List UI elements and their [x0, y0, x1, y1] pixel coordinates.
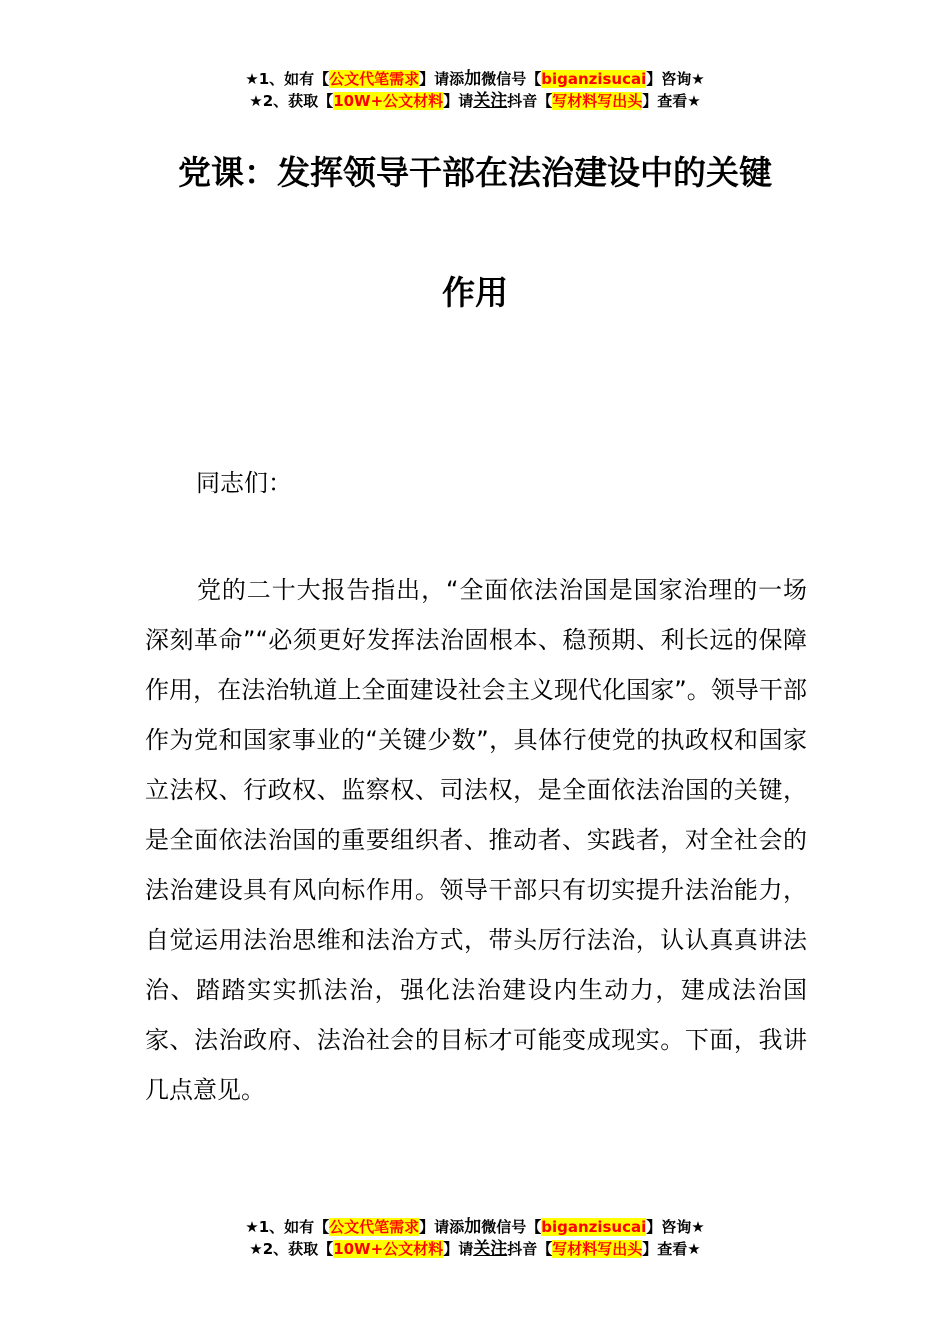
banner-line-2 — [0, 1238, 950, 1260]
banner-text: 微信号【 — [481, 1218, 542, 1236]
banner-highlight: 写材料写出头 — [552, 1240, 643, 1258]
banner-text: 加 — [464, 69, 482, 89]
banner-highlight: biganzisucai — [541, 70, 647, 88]
banner-text: 抖音【 — [507, 1240, 553, 1258]
banner-line-1 — [0, 1216, 950, 1238]
document-title-continued: 作用 — [442, 273, 508, 312]
banner-text: 】请添 — [419, 70, 465, 88]
header-banner — [0, 68, 950, 112]
banner-text: 】咨询★ — [646, 70, 705, 88]
banner-text: 】咨询★ — [646, 1218, 705, 1236]
greeting: 同志们： — [196, 469, 292, 497]
banner-text: 】查看★ — [642, 1240, 701, 1258]
banner-text: 关注 — [473, 91, 508, 111]
banner-highlight: 10W+公文材料 — [333, 92, 444, 110]
banner-text: ★1、如有【 — [245, 70, 330, 88]
banner-text: 】请 — [443, 1240, 474, 1258]
banner-text: ★1、如有【 — [245, 1218, 330, 1236]
banner-text: 】请 — [443, 92, 474, 110]
banner-text: 】查看★ — [642, 92, 701, 110]
banner-highlight: biganzisucai — [541, 1218, 647, 1236]
banner-line-2 — [0, 90, 950, 112]
banner-text: ★2、获取【 — [249, 1240, 334, 1258]
banner-highlight: 10W+公文材料 — [333, 1240, 444, 1258]
banner-highlight: 公文代笔需求 — [329, 70, 420, 88]
banner-text: 】请添 — [419, 1218, 465, 1236]
banner-highlight: 公文代笔需求 — [329, 1218, 420, 1236]
banner-text: 抖音【 — [507, 92, 553, 110]
body-paragraph: 党的二十大报告指出，“全面依法治国是国家治理的一场深刻革命”“必须更好发挥法治固根本、稳预期、利长远的保障作用，在法治轨道上全面建设社会主义现代化国家”。领导干部作为党和国家事业的“关键少数”，具体行使党的执政权和国家立法权、行政权、监察权、司法权，是全面依法治国的关键，是全面依法治国的重要组织者、推动者、实践者，对全社会的法治建设具有风向标作用。领导干部只有切实提升法治能力，自觉运用法治思维和法治方式，带头厉行法治，认认真真讲法治、踏踏实实抓法治，强化法治建设内生动力，建成法治国家、法治政府、法治社会的目标才可能变成现实。下面，我讲几点意见。 — [145, 576, 807, 1104]
footer-banner — [0, 1216, 950, 1260]
banner-line-1 — [0, 68, 950, 90]
banner-highlight: 写材料写出头 — [552, 92, 643, 110]
banner-text: 微信号【 — [481, 70, 542, 88]
banner-text: 关注 — [473, 1239, 508, 1259]
banner-text: 加 — [464, 1217, 482, 1237]
document-title: 党课：发挥领导干部在法治建设中的关键 — [178, 153, 772, 192]
banner-text: ★2、获取【 — [249, 92, 334, 110]
